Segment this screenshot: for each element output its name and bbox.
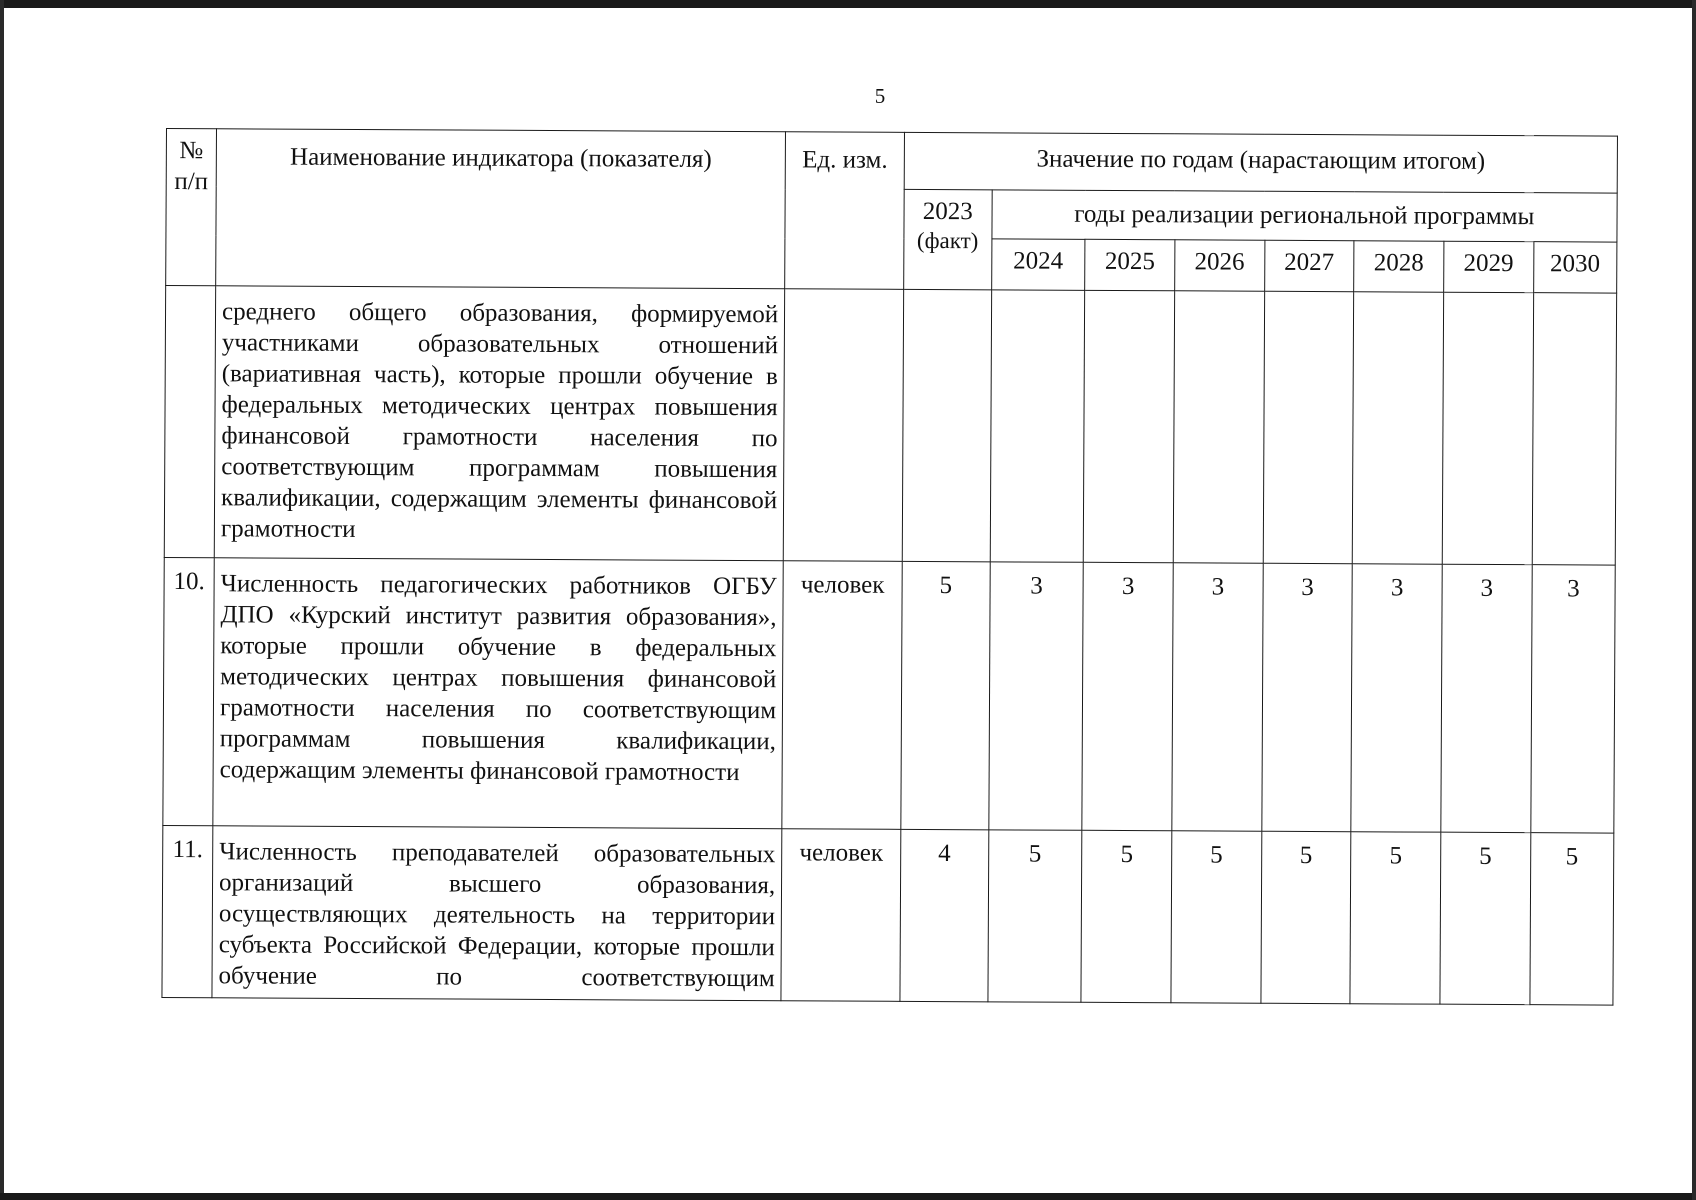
- row-value-2025: 5: [1081, 830, 1172, 1002]
- indicators-table: [161, 128, 1618, 1006]
- header-year-2023-label: 2023: [922, 197, 973, 226]
- row-value-2028: [1352, 292, 1443, 564]
- row-value-2029: 3: [1441, 564, 1532, 832]
- row-value-2024: 5: [987, 830, 1082, 1002]
- row-value-2028: 5: [1350, 832, 1441, 1004]
- row-num: 10.: [163, 557, 214, 825]
- row-value-2029: 5: [1440, 832, 1531, 1004]
- row-value-2023: 4: [900, 829, 988, 1001]
- row-value-2029: [1442, 292, 1533, 564]
- row-unit: [783, 289, 903, 562]
- row-value-2024: [990, 290, 1085, 562]
- scan-border-left: [0, 0, 4, 1200]
- row-num: 11.: [162, 825, 213, 997]
- row-value-2026: 3: [1172, 563, 1263, 831]
- row-unit: человек: [781, 829, 901, 1002]
- page-number: 5: [874, 84, 886, 108]
- row-value-2030: 5: [1529, 833, 1613, 1005]
- row-indicator-name: среднего общего образования, формируемой участниками образовательных отношений (вариативная часть), которые прошли обучение в федеральных методических центрах повышения финансовой грамотности населения по соответствующим программам повышения квалификации, содержащим элементы финансовой грамотности: [214, 286, 785, 561]
- row-value-2023: 5: [901, 561, 990, 829]
- table-row: [163, 557, 1615, 833]
- table-row: [164, 286, 1616, 566]
- header-year-2029: 2029: [1444, 241, 1534, 292]
- header-program-years: годы реализации региональной программы: [991, 190, 1617, 242]
- row-value-2027: 3: [1261, 563, 1352, 831]
- header-year-2030: 2030: [1533, 242, 1617, 293]
- header-values-by-year: Значение по годам (нарастающим итогом): [904, 132, 1617, 193]
- row-indicator-name: Численность преподавателей образовательных организаций высшего образования, осуществляющих деятельность на территории субъекта Российской Федерации, которые прошли обучение по соответствующим: [212, 826, 782, 1001]
- row-num: [164, 286, 215, 558]
- header-year-2025: 2025: [1085, 239, 1175, 290]
- row-indicator-name: Численность педагогических работников ОГБУ ДПО «Курский институт развития образования», которые прошли обучение в федеральных методических центрах повышения финансовой грамотности населения по соответствующим программам повышения квалификации, содержащим элементы финансовой грамотности: [213, 558, 784, 829]
- row-value-2027: 5: [1261, 831, 1352, 1003]
- row-value-2026: 5: [1171, 831, 1262, 1003]
- header-year-2023-note: (факт): [916, 227, 979, 254]
- row-value-2027: [1263, 291, 1354, 563]
- row-value-2023: [902, 289, 991, 561]
- header-year-2028: 2028: [1354, 241, 1444, 292]
- row-value-2025: 3: [1082, 562, 1173, 830]
- header-year-2023: [904, 189, 992, 289]
- header-year-2026: 2026: [1175, 240, 1265, 291]
- row-unit: человек: [782, 561, 902, 830]
- header-year-2024: 2024: [991, 239, 1085, 290]
- row-value-2030: [1532, 293, 1617, 565]
- row-value-2024: 3: [988, 562, 1083, 830]
- table-row: [162, 825, 1614, 1005]
- row-value-2028: 3: [1351, 564, 1442, 832]
- scan-border-right: [1692, 0, 1696, 1200]
- row-value-2025: [1084, 290, 1175, 562]
- header-unit: Ед. изм.: [785, 132, 905, 290]
- header-year-2027: 2027: [1264, 240, 1354, 291]
- header-num: № п/п: [166, 129, 217, 286]
- scan-border-bottom: [0, 1193, 1696, 1200]
- scan-border-top: [0, 0, 1696, 8]
- header-indicator-name: Наименование индикатора (показателя): [216, 129, 786, 289]
- row-value-2026: [1173, 291, 1264, 563]
- row-value-2030: 3: [1530, 565, 1615, 833]
